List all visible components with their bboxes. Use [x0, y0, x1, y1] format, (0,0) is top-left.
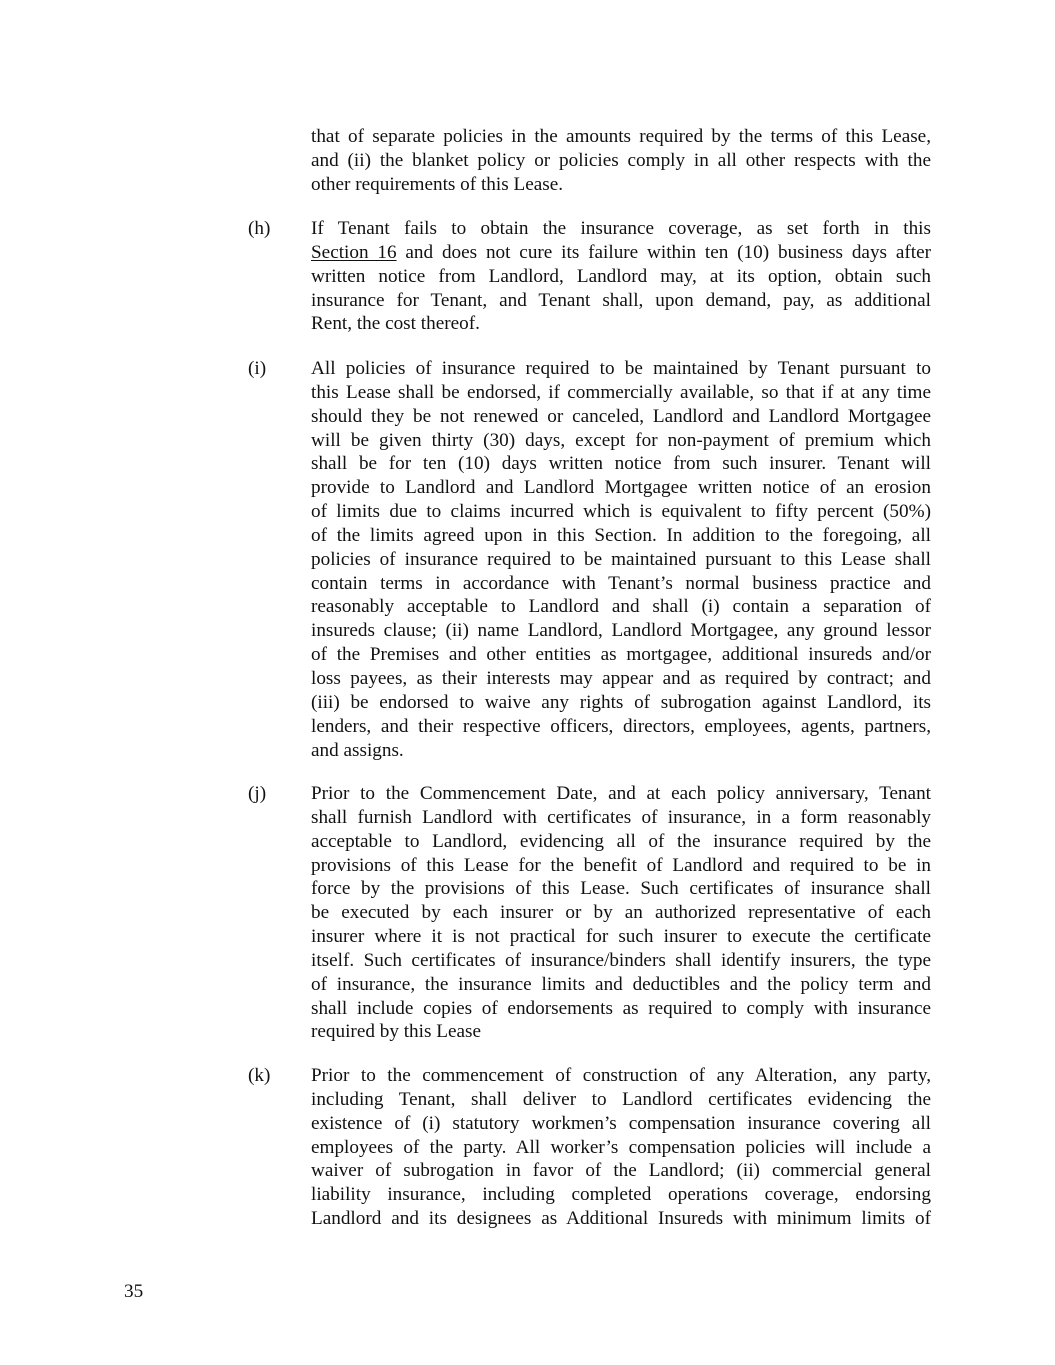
text-line: shall include copies of endorsements as required to comply with insurance — [311, 997, 931, 1019]
page-number: 35 — [124, 1281, 144, 1302]
text-line: employees of the party. All worker’s compensation policies will include a — [311, 1136, 931, 1158]
text-line: All policies of insurance required to be maintained by Tenant pursuant to — [311, 358, 931, 379]
section-label-i: (i) — [248, 358, 267, 379]
text-line: will be given thirty (30) days, except for non-payment of premium which — [311, 429, 931, 451]
text-line-with-link — [311, 241, 931, 265]
text-line: waiver of subrogation in favor of the Landlord; (ii) commercial general — [311, 1160, 931, 1182]
text-line: Prior to the Commencement Date, and at each policy anniversary, Tenant — [311, 783, 931, 804]
text-line: of the Premises and other entities as mortgagee, additional insureds and/or — [311, 644, 931, 666]
text-line: insurer where it is not practical for such insurer to execute the certificate — [311, 926, 931, 948]
text-line: insureds clause; (ii) name Landlord, Landlord Mortgagee, any ground lessor — [311, 620, 931, 642]
section-16-link[interactable]: Section 16 — [311, 241, 397, 263]
section-i-paragraph — [311, 357, 931, 762]
text-line: shall be for ten (10) days written notice from such insurer. Tenant will — [311, 453, 931, 475]
section-k-paragraph — [311, 1064, 931, 1231]
text-line: and (ii) the blanket policy or policies comply in all other respects with the — [311, 149, 931, 171]
text-line: contain terms in accordance with Tenant’s normal business practice and — [311, 572, 931, 594]
text-line: loss payees, as their interests may appear and as required by contract; and — [311, 667, 931, 689]
text-line: that of separate policies in the amounts required by the terms of this Lease, — [311, 126, 931, 147]
text-line: insurance for Tenant, and Tenant shall, upon demand, pay, as additional — [311, 289, 931, 311]
section-label-h: (h) — [248, 218, 271, 239]
text-line: force by the provisions of this Lease. Such certificates of insurance shall — [311, 878, 931, 900]
text-line: provisions of this Lease for the benefit of Landlord and required to be in — [311, 854, 931, 876]
text-line: written notice from Landlord, Landlord may, at its option, obtain such — [311, 265, 931, 287]
section-j-paragraph — [311, 782, 931, 1044]
text-line: If Tenant fails to obtain the insurance coverage, as set forth in this — [311, 218, 931, 239]
text-line: required by this Lease — [311, 1021, 481, 1043]
section-label-k: (k) — [248, 1065, 271, 1086]
text-line: of the limits agreed upon in this Section. In addition to the foregoing, all — [311, 524, 931, 546]
text-line: reasonably acceptable to Landlord and shall (i) contain a separation of — [311, 596, 931, 618]
text-line-rest: and does not cure its failure within ten (10) business days after — [396, 241, 931, 263]
text-line: existence of (i) statutory workmen’s compensation insurance covering all — [311, 1112, 931, 1134]
text-line: Rent, the cost thereof. — [311, 313, 480, 335]
text-line: (iii) be endorsed to waive any rights of subrogation against Landlord, its — [311, 691, 931, 713]
text-line: be executed by each insurer or by an authorized representative of each — [311, 902, 931, 924]
text-line: including Tenant, shall deliver to Landlord certificates evidencing the — [311, 1088, 931, 1110]
text-line: other requirements of this Lease. — [311, 173, 564, 195]
text-line: of insurance, the insurance limits and deductibles and the policy term and — [311, 973, 931, 995]
text-line: this Lease shall be endorsed, if commercially available, so that if at any time — [311, 381, 931, 403]
text-line: acceptable to Landlord, evidencing all of the insurance required by the — [311, 830, 931, 852]
section-h-paragraph — [311, 217, 931, 336]
text-line: policies of insurance required to be maintained pursuant to this Lease shall — [311, 548, 931, 570]
section-label-j: (j) — [248, 783, 267, 804]
text-line: itself. Such certificates of insurance/binders shall identify insurers, the type — [311, 949, 931, 971]
text-line: should they be not renewed or canceled, Landlord and Landlord Mortgagee — [311, 405, 931, 427]
text-line: provide to Landlord and Landlord Mortgagee written notice of an erosion — [311, 477, 931, 499]
text-line: Prior to the commencement of construction of any Alteration, any party, — [311, 1065, 931, 1086]
continuation-paragraph — [311, 125, 931, 197]
text-line: and assigns. — [311, 739, 404, 761]
text-line: lenders, and their respective officers, directors, employees, agents, partners, — [311, 715, 931, 737]
text-line: Landlord and its designees as Additional Insureds with minimum limits of — [311, 1208, 931, 1230]
text-line: of limits due to claims incurred which is equivalent to fifty percent (50%) — [311, 501, 931, 523]
text-line: liability insurance, including completed operations coverage, endorsing — [311, 1184, 931, 1206]
text-line: shall furnish Landlord with certificates of insurance, in a form reasonably — [311, 806, 931, 828]
